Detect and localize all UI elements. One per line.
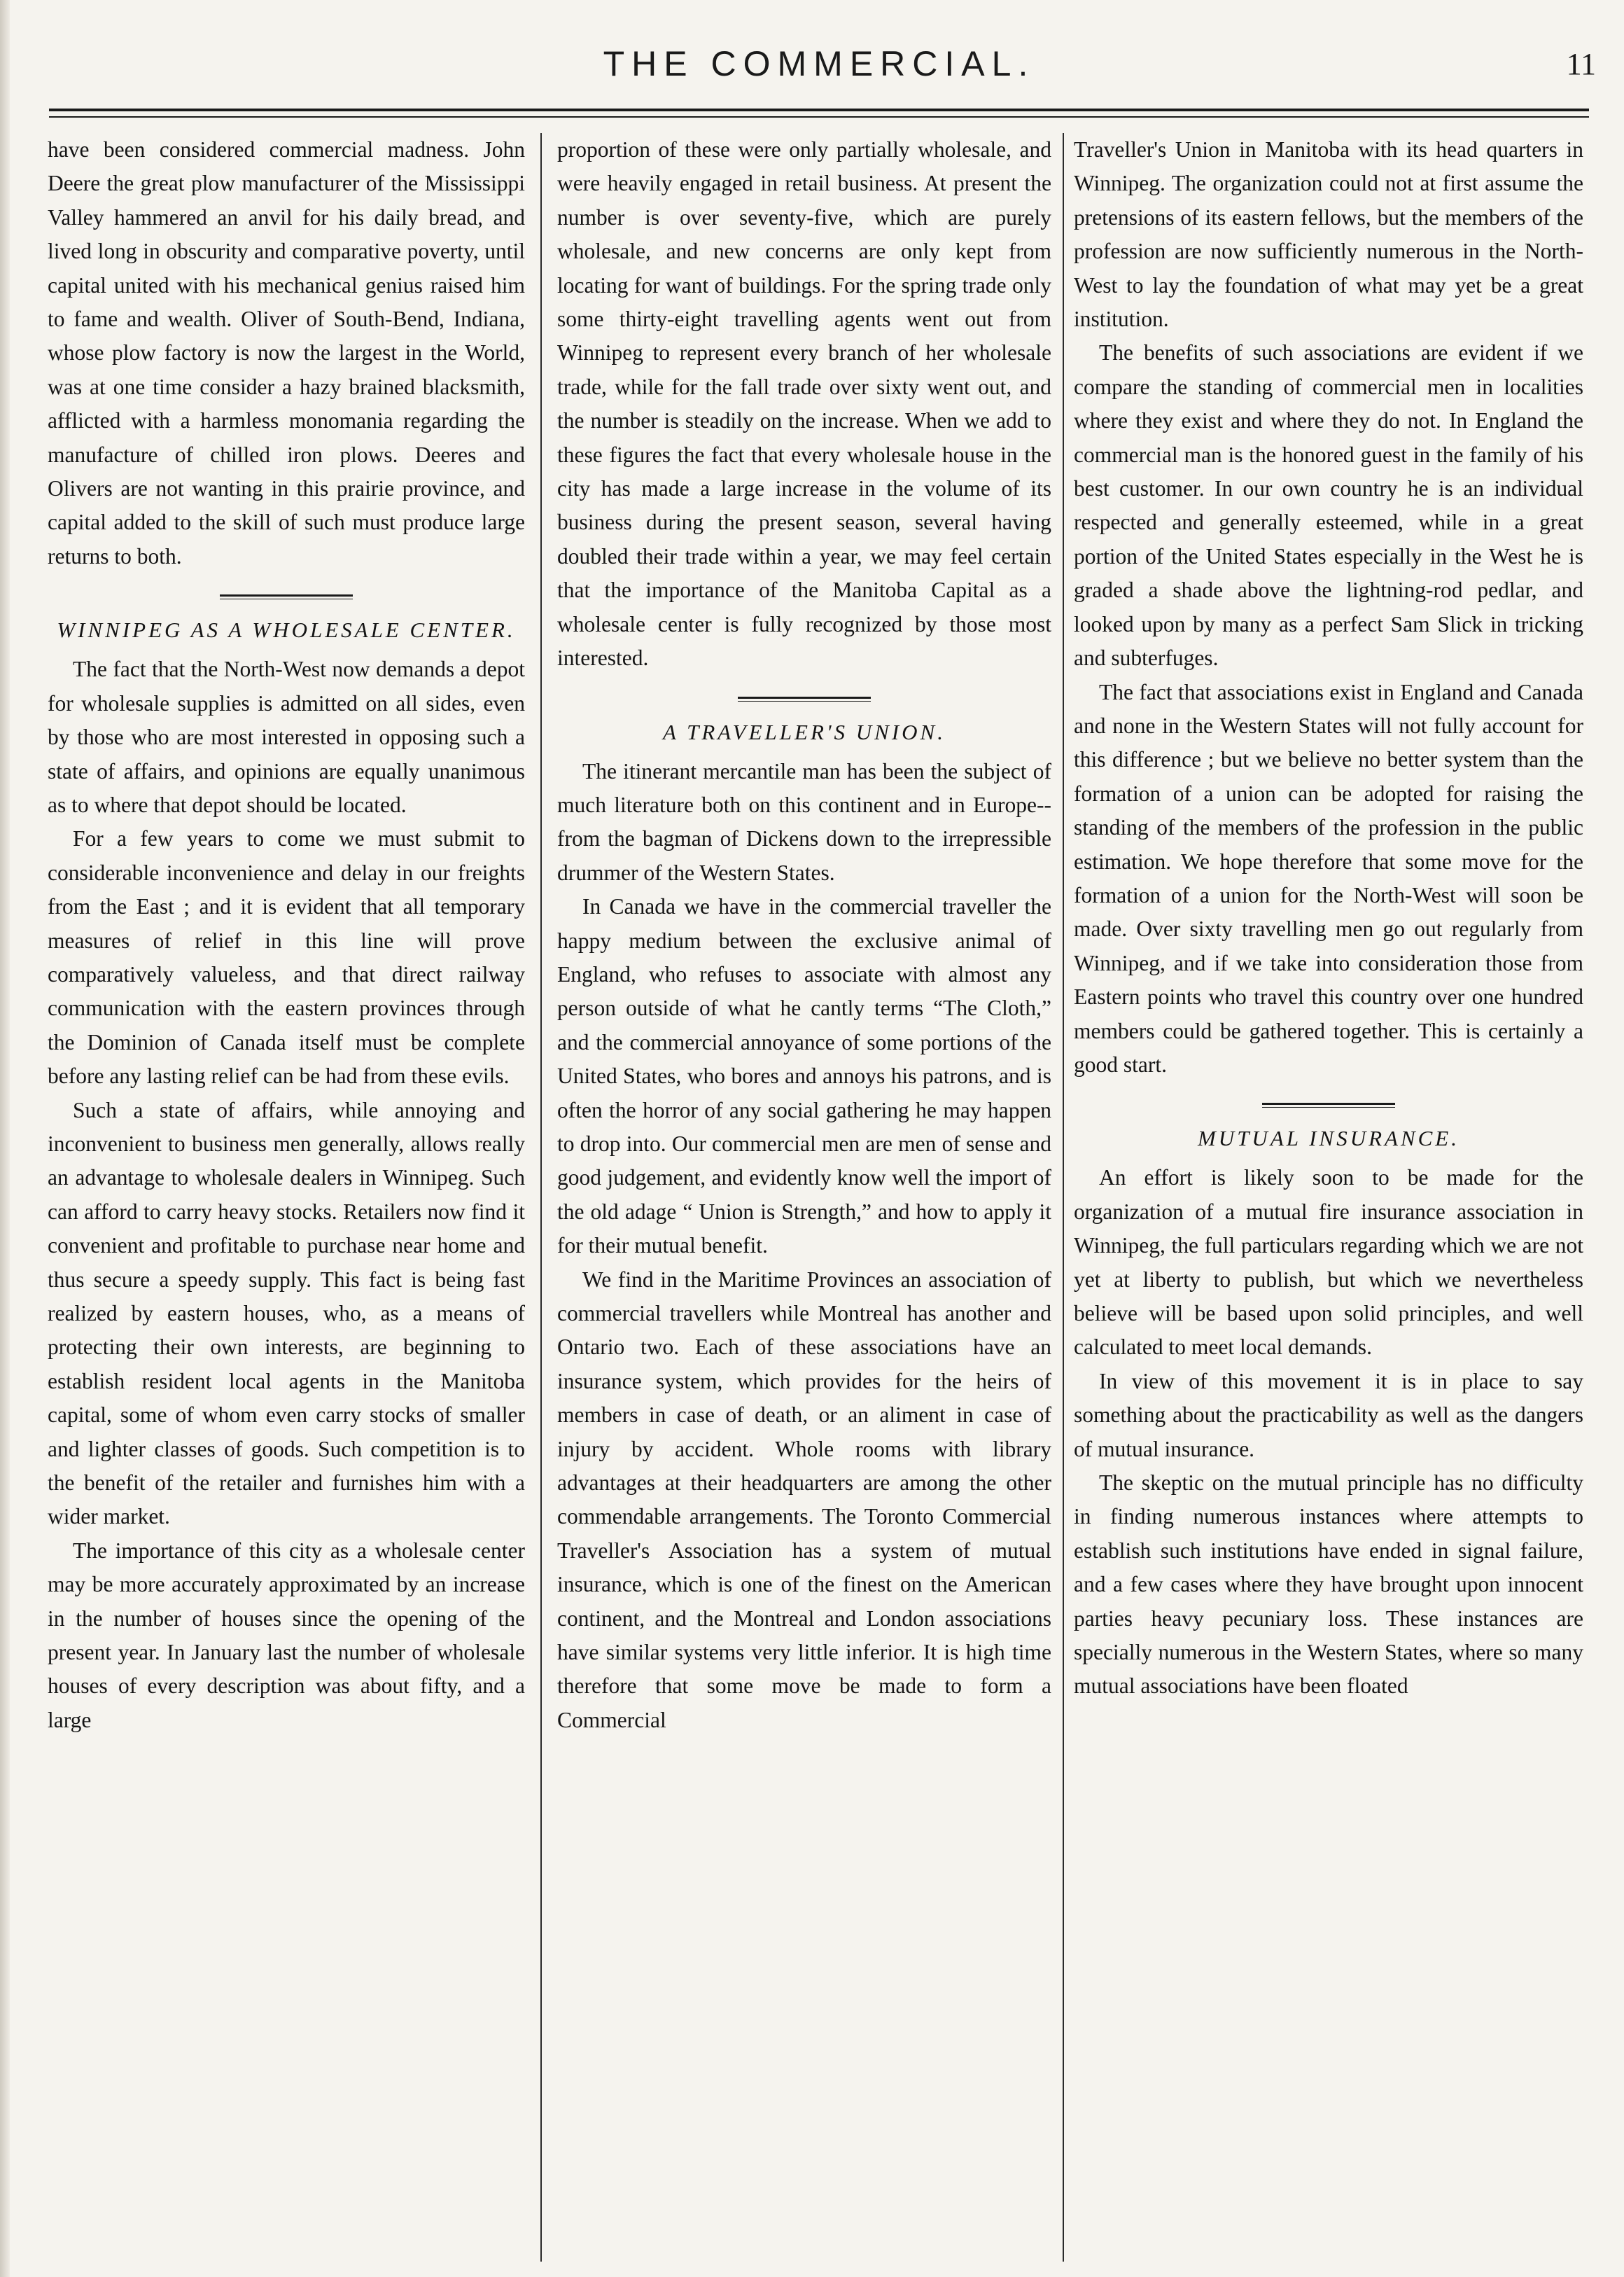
masthead-rule xyxy=(49,109,1589,111)
section-separator xyxy=(738,697,871,702)
article-paragraph: The skeptic on the mutual principle has no difficulty in finding numerous instances where attempts to establish such institutions have ended in signal failure, and a few cases where they have brought upon innocent parties heavy pecuniary loss. These instances are specially numerous in the Western States, where so many mutual associations have been floated xyxy=(1074,1470,1583,1699)
article-paragraph: Traveller's Union in Manitoba with its head quarters in Winnipeg. The organization could not at first assume the pretensions of its eastern fellows, but the members of the profession are now sufficiently numerous in the North-West to lay the foundation of what may yet be a great institution. xyxy=(1074,137,1583,332)
article-paragraph: The importance of this city as a wholesale center may be more accurately approximated by an increase in the number of houses since the opening of the present year. In January last the number of wholesale houses of every description was about fifty, and a large xyxy=(48,1538,525,1732)
article-headline: MUTUAL INSURANCE. xyxy=(1197,1126,1460,1151)
page-number: 11 xyxy=(1566,47,1596,81)
article-headline: A TRAVELLER'S UNION. xyxy=(662,719,946,744)
article-paragraph: The fact that associations exist in England and Canada and none in the Western States will not fully account for this difference ; but we believe no better system than the formation of a union can be adopted for raising the standing of the members of the profession in the public estimation. We hope therefore that some move for the formation of a union for the North-West will soon be made. Over sixty travelling men go out regularly from Winnipeg, and if we take into consideration those from Eastern points who travel this country over one hundred members could be gathered together. This is certainly a good start. xyxy=(1074,679,1583,1077)
section-separator xyxy=(220,594,353,599)
column-divider xyxy=(1063,133,1064,2262)
article-paragraph: The benefits of such associations are evident if we compare the standing of commercial men in localities where they exist and where they do not. In England the commercial man is the honored guest in the family of his best customer. In our own country he is an individual respected and generally esteemed, while in a great portion of the United States especially in the West he is graded a shade above the lightning-rod pedlar, and looked upon by many as a perfect Sam Slick in tricking and subterfuges. xyxy=(1074,340,1583,671)
column-divider xyxy=(540,133,542,2262)
section-separator xyxy=(1262,1103,1395,1108)
column-2 xyxy=(557,133,1051,2255)
article-paragraph: In view of this movement it is in place to say something about the practicability as well as the dangers of mutual insurance. xyxy=(1074,1368,1583,1461)
masthead xyxy=(42,43,1596,92)
article-paragraph: We find in the Maritime Provinces an association of commercial travellers while Montreal has another and Ontario two. Each of these associations have an insurance system, which provides for the heirs of members in case of death, or an aliment in case of injury by accident. Whole rooms with library advantages at their headquarters are among the other commendable arrangements. The Toronto Commercial Traveller's Association has a system of mutual insurance, which is one of the finest on the American continent, and the Montreal and London associations have similar systems very little inferior. It is high time therefore that some move be made to form a Commercial xyxy=(557,1267,1051,1732)
column-1 xyxy=(48,133,525,2255)
article-paragraph: The fact that the North-West now demands a depot for wholesale supplies is admitted on all sides, even by those who are most interested in opposing such a state of affairs, and opinions are equally unanimous as to where that depot should be located. xyxy=(48,657,525,817)
article-paragraph: In Canada we have in the commercial traveller the happy medium between the exclusive animal of England, who refuses to associate with almost any person outside of what he cantly terms “The Cloth,” and the commercial annoyance of some portions of the United States, who bores and annoys his patrons, and is often the horror of any social gathering he may happen to drop into. Our commercial men are men of sense and good judgement, and evidently know well the import of the old adage “ Union is Strength,” and how to apply it for their mutual benefit. xyxy=(557,894,1051,1258)
article-headline: WINNIPEG AS A WHOLESALE CENTER. xyxy=(57,618,516,643)
article-paragraph: The itinerant mercantile man has been the subject of much literature both on this continent and in Europe--from the bagman of Dickens down to the irrepressible drummer of the Western States. xyxy=(557,758,1051,885)
article-paragraph: For a few years to come we must submit to considerable inconvenience and delay in our freights from the East ; and it is evident that all temporary measures of relief in this line will prove comparatively valueless, and that direct railway communication with the eastern provinces through the Dominion of Canada itself must be complete before any lasting relief can be had from these evils. xyxy=(48,826,525,1089)
article-paragraph: An effort is likely soon to be made for the organization of a mutual fire insurance association in Winnipeg, the full particulars regarding which we are not yet at liberty to publish, but which we nevertheless believe will be based upon solid principles, and well calculated to meet local demands. xyxy=(1074,1165,1583,1360)
newspaper-title: THE COMMERCIAL. xyxy=(603,44,1035,83)
masthead-rule-thin xyxy=(49,116,1589,118)
page-edge-shadow xyxy=(0,0,10,2277)
column-3 xyxy=(1074,133,1583,2255)
article-paragraph: have been considered commercial madness. John Deere the great plow manufacturer of the Mississippi Valley hammered an anvil for his daily bread, and lived long in obscurity and comparative poverty, until capital united with his mechanical genius raised him to fame and wealth. Oliver of South-Bend, Indiana, whose plow factory is now the largest in the World, was at one time consider a hazy brained blacksmith, afflicted with a harmless monomania regarding the manufacture of chilled iron plows. Deeres and Olivers are not wanting in this prairie province, and capital added to the skill of such must produce large returns to both. xyxy=(48,137,525,569)
article-paragraph: Such a state of affairs, while annoying and inconvenient to business men generally, allows really an advantage to wholesale dealers in Winnipeg. Such can afford to carry heavy stocks. Retailers now find it convenient and profitable to purchase near home and thus secure a speedy supply. This fact is being fast realized by eastern houses, who, as a means of protecting their own interests, are beginning to establish resident local agents in the Manitoba capital, some of whom even carry stocks of smaller and lighter classes of goods. Such competition is to the benefit of the retailer and furnishes him with a wider market. xyxy=(48,1097,525,1529)
article-paragraph: proportion of these were only partially wholesale, and were heavily engaged in retail business. At present the number is over seventy-five, which are purely wholesale, and new concerns are only kept from locating for want of buildings. For the spring trade only some thirty-eight travelling agents went out from Winnipeg to represent every branch of her wholesale trade, while for the fall trade over sixty went out, and the number is steadily on the increase. When we add to these figures the fact that every wholesale house in the city has made a large increase in the volume of its business during the present season, several having doubled their trade within a year, we may feel certain that the importance of the Manitoba Capital as a wholesale center is fully recognized by those most interested. xyxy=(557,137,1051,671)
